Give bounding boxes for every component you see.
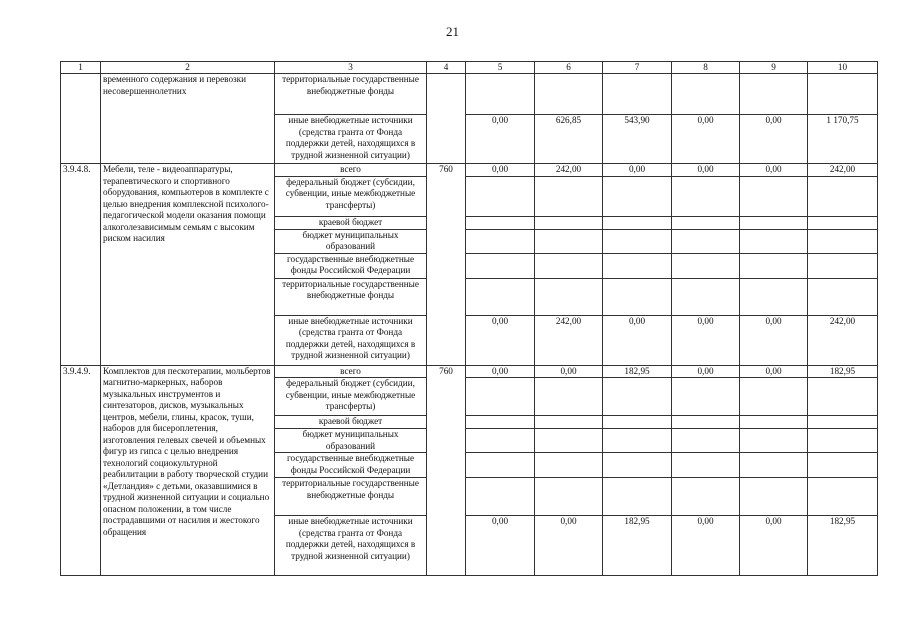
value-col-7 bbox=[603, 478, 672, 516]
value-col-9 bbox=[740, 478, 808, 516]
funding-source: иные внебюджетные источники (средства гранта от Фонда поддержки детей, находящихся в трудной жизненной ситуации) bbox=[275, 115, 427, 164]
value-col-7 bbox=[603, 176, 672, 216]
value-col-7: 0,00 bbox=[603, 315, 672, 365]
value-col-7 bbox=[603, 453, 672, 478]
value-col-8: 0,00 bbox=[672, 164, 740, 177]
value-col-5 bbox=[466, 416, 535, 429]
value-col-6 bbox=[535, 229, 603, 253]
value-col-5 bbox=[466, 378, 535, 416]
value-col-10 bbox=[808, 453, 878, 478]
value-col-6: 0,00 bbox=[535, 365, 603, 378]
value-col-10 bbox=[808, 216, 878, 229]
value-col-10 bbox=[808, 478, 878, 516]
value-col-5 bbox=[466, 176, 535, 216]
value-col-7 bbox=[603, 216, 672, 229]
column-header-4: 4 bbox=[427, 62, 466, 74]
value-col-6 bbox=[535, 278, 603, 315]
value-col-6 bbox=[535, 478, 603, 516]
value-col-9: 0,00 bbox=[740, 115, 808, 164]
value-col-7 bbox=[603, 429, 672, 453]
value-col-6: 242,00 bbox=[535, 315, 603, 365]
table-row bbox=[61, 365, 878, 378]
value-col-5 bbox=[466, 74, 535, 115]
value-col-10 bbox=[808, 229, 878, 253]
value-col-8 bbox=[672, 216, 740, 229]
column-header-2: 2 bbox=[101, 62, 275, 74]
value-col-7: 182,95 bbox=[603, 365, 672, 378]
value-col-5: 0,00 bbox=[466, 315, 535, 365]
value-col-7 bbox=[603, 74, 672, 115]
value-col-8 bbox=[672, 416, 740, 429]
year-cell: 760 bbox=[427, 365, 466, 576]
measure-code: 3.9.4.9. bbox=[61, 365, 101, 576]
value-col-7 bbox=[603, 253, 672, 278]
value-col-6: 0,00 bbox=[535, 516, 603, 576]
value-col-8 bbox=[672, 278, 740, 315]
value-col-10: 1 170,75 bbox=[808, 115, 878, 164]
funding-source: всего bbox=[275, 164, 427, 177]
page-number: 21 bbox=[446, 24, 459, 39]
value-col-9 bbox=[740, 378, 808, 416]
value-col-5 bbox=[466, 229, 535, 253]
value-col-7 bbox=[603, 229, 672, 253]
value-col-6 bbox=[535, 74, 603, 115]
value-col-6 bbox=[535, 429, 603, 453]
year-cell: 760 bbox=[427, 164, 466, 366]
value-col-8 bbox=[672, 378, 740, 416]
value-col-7 bbox=[603, 416, 672, 429]
column-header-1: 1 bbox=[61, 62, 101, 74]
value-col-10: 242,00 bbox=[808, 315, 878, 365]
value-col-8: 0,00 bbox=[672, 365, 740, 378]
funding-source: федеральный бюджет (субсидии, субвенции, иные межбюджетные трансферты) bbox=[275, 176, 427, 216]
value-col-8 bbox=[672, 253, 740, 278]
table-row bbox=[61, 164, 878, 177]
value-col-6 bbox=[535, 176, 603, 216]
column-header-10: 10 bbox=[808, 62, 878, 74]
value-col-5 bbox=[466, 253, 535, 278]
funding-source: краевой бюджет bbox=[275, 216, 427, 229]
funding-source: бюджет муниципальных образований bbox=[275, 429, 427, 453]
funding-source: бюджет муниципальных образований bbox=[275, 229, 427, 253]
value-col-8 bbox=[672, 176, 740, 216]
value-col-7: 0,00 bbox=[603, 164, 672, 177]
funding-source: территориальные государственные внебюджетные фонды bbox=[275, 74, 427, 115]
value-col-9: 0,00 bbox=[740, 315, 808, 365]
value-col-5: 0,00 bbox=[466, 365, 535, 378]
value-col-5 bbox=[466, 278, 535, 315]
value-col-5 bbox=[466, 478, 535, 516]
value-col-9 bbox=[740, 176, 808, 216]
value-col-9: 0,00 bbox=[740, 164, 808, 177]
measure-code: 3.9.4.8. bbox=[61, 164, 101, 366]
value-col-9 bbox=[740, 278, 808, 315]
value-col-10 bbox=[808, 278, 878, 315]
value-col-8: 0,00 bbox=[672, 516, 740, 576]
value-col-9 bbox=[740, 429, 808, 453]
value-col-8 bbox=[672, 453, 740, 478]
value-col-10: 182,95 bbox=[808, 516, 878, 576]
value-col-5: 0,00 bbox=[466, 115, 535, 164]
budget-table bbox=[60, 61, 878, 576]
value-col-7: 543,90 bbox=[603, 115, 672, 164]
column-header-6: 6 bbox=[535, 62, 603, 74]
column-header-7: 7 bbox=[603, 62, 672, 74]
column-header-9: 9 bbox=[740, 62, 808, 74]
value-col-7 bbox=[603, 378, 672, 416]
value-col-6 bbox=[535, 453, 603, 478]
value-col-6 bbox=[535, 216, 603, 229]
measure-name: Мебели, теле - видеоаппаратуры, терапевтического и спортивного оборудования, компьютеров в комплекте с целью внедрения комплексной психолого-педагогической модели оказания помощи алкоголезависимым семьям с высоким риском насилия bbox=[101, 164, 275, 366]
value-col-6: 242,00 bbox=[535, 164, 603, 177]
funding-source: всего bbox=[275, 365, 427, 378]
funding-source: территориальные государственные внебюджетные фонды bbox=[275, 478, 427, 516]
column-header-8: 8 bbox=[672, 62, 740, 74]
value-col-7 bbox=[603, 278, 672, 315]
value-col-10 bbox=[808, 378, 878, 416]
table-header-row bbox=[61, 62, 878, 74]
value-col-6: 626,85 bbox=[535, 115, 603, 164]
value-col-8 bbox=[672, 478, 740, 516]
measure-name: временного содержания и перевозки несовершеннолетних bbox=[101, 74, 275, 164]
value-col-9 bbox=[740, 229, 808, 253]
value-col-10 bbox=[808, 74, 878, 115]
value-col-8 bbox=[672, 429, 740, 453]
funding-source: государственные внебюджетные фонды Российской Федерации bbox=[275, 253, 427, 278]
value-col-5: 0,00 bbox=[466, 516, 535, 576]
value-col-6 bbox=[535, 253, 603, 278]
value-col-9: 0,00 bbox=[740, 516, 808, 576]
value-col-5: 0,00 bbox=[466, 164, 535, 177]
value-col-10 bbox=[808, 253, 878, 278]
funding-source: иные внебюджетные источники (средства гранта от Фонда поддержки детей, находящихся в трудной жизненной ситуации) bbox=[275, 315, 427, 365]
measure-code bbox=[61, 74, 101, 164]
value-col-8 bbox=[672, 229, 740, 253]
funding-source: территориальные государственные внебюджетные фонды bbox=[275, 278, 427, 315]
measure-name: Комплектов для пескотерапии, мольбертов магнитно-маркерных, наборов музыкальных инструментов и синтезаторов, дисков, музыкальных центров, мебели, глины, красок, туши, наборов для бисероплетения, изготовления гелевых свечей и объемных фигур из гипса с целью внедрения технологий социокультурной реабилитации в работу творческой студии «Детландия» с детьми, оказавшимися в трудной жизненной ситуации и социально опасном положении, в том числе пострадавшими от насилия и жестокого обращения bbox=[101, 365, 275, 576]
value-col-8 bbox=[672, 74, 740, 115]
funding-source: иные внебюджетные источники (средства гранта от Фонда поддержки детей, находящихся в трудной жизненной ситуации) bbox=[275, 516, 427, 576]
value-col-9: 0,00 bbox=[740, 365, 808, 378]
value-col-9 bbox=[740, 453, 808, 478]
funding-source: краевой бюджет bbox=[275, 416, 427, 429]
value-col-6 bbox=[535, 416, 603, 429]
value-col-10 bbox=[808, 429, 878, 453]
value-col-5 bbox=[466, 453, 535, 478]
funding-source: федеральный бюджет (субсидии, субвенции, иные межбюджетные трансферты) bbox=[275, 378, 427, 416]
value-col-5 bbox=[466, 429, 535, 453]
value-col-10 bbox=[808, 416, 878, 429]
value-col-9 bbox=[740, 74, 808, 115]
table-row bbox=[61, 74, 878, 115]
value-col-10: 242,00 bbox=[808, 164, 878, 177]
value-col-10: 182,95 bbox=[808, 365, 878, 378]
column-header-3: 3 bbox=[275, 62, 427, 74]
column-header-5: 5 bbox=[466, 62, 535, 74]
value-col-8: 0,00 bbox=[672, 315, 740, 365]
value-col-9 bbox=[740, 253, 808, 278]
value-col-5 bbox=[466, 216, 535, 229]
year-cell bbox=[427, 74, 466, 164]
value-col-9 bbox=[740, 416, 808, 429]
value-col-10 bbox=[808, 176, 878, 216]
value-col-6 bbox=[535, 378, 603, 416]
value-col-9 bbox=[740, 216, 808, 229]
funding-source: государственные внебюджетные фонды Российской Федерации bbox=[275, 453, 427, 478]
value-col-8: 0,00 bbox=[672, 115, 740, 164]
value-col-7: 182,95 bbox=[603, 516, 672, 576]
